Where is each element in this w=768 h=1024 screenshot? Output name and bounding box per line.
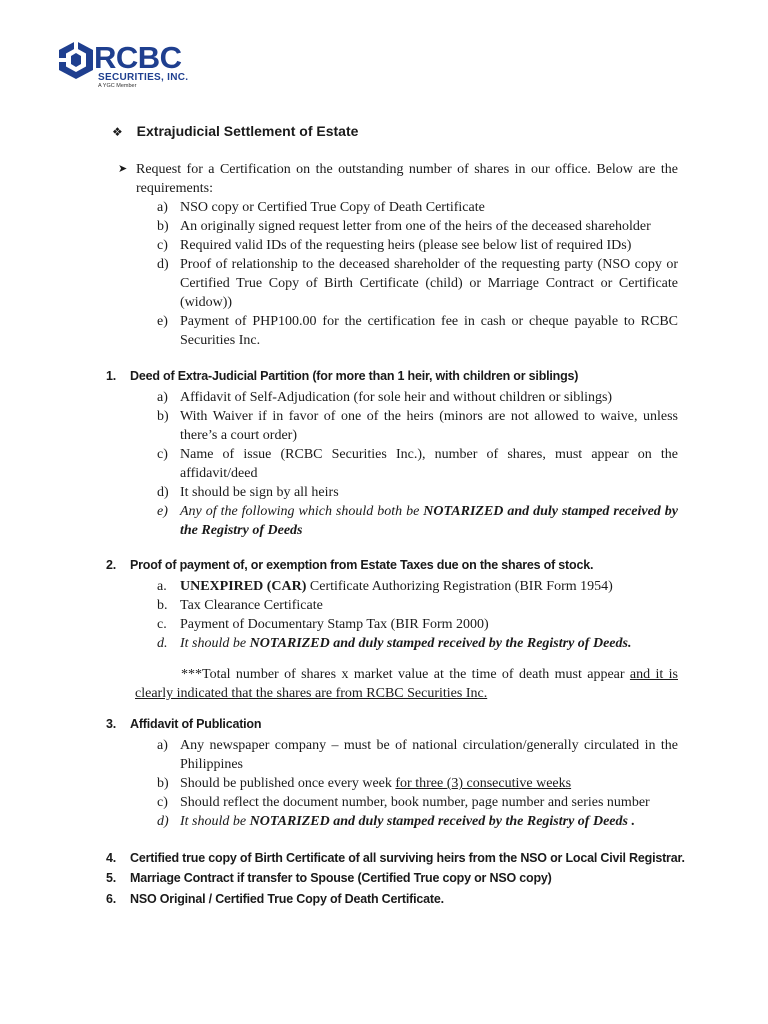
section-2-list [150, 577, 678, 653]
request-intro [118, 160, 678, 198]
section-4-heading: 4. Certified true copy of Birth Certificate of all surviving heirs from the NSO or Local Civil Registrar. [106, 851, 685, 865]
list-item: d) It should be NOTARIZED and duly stamped received by the Registry of Deeds . [157, 814, 635, 829]
page-title [112, 123, 358, 139]
section-3-list [150, 736, 678, 831]
company-logo [56, 40, 216, 92]
list-item: c) Required valid IDs of the requesting heirs (please see below list of required IDs) [157, 238, 632, 253]
list-item: b. Tax Clearance Certificate [157, 598, 323, 613]
list-item: d) It should be sign by all heirs [157, 485, 339, 500]
logo-subtitle: SECURITIES, INC. [98, 72, 189, 83]
shares-note: ***Total number of shares x market value at the time of death must appear and it is clearly indicated that the shares are from RCBC Securities Inc. [135, 667, 678, 701]
list-item: c) Name of issue (RCBC Securities Inc.), number of shares, must appear on the affidavit/deed [157, 447, 678, 481]
list-item: b) Should be published once every week for three (3) consecutive weeks [157, 776, 572, 791]
arrow-bullet-icon: ➤ [118, 163, 128, 175]
list-item: d. It should be NOTARIZED and duly stamped received by the Registry of Deeds. [157, 636, 632, 651]
logo-wordmark: RCBC [94, 40, 182, 75]
list-item: a) Affidavit of Self-Adjudication (for sole heir and without children or siblings) [157, 390, 613, 405]
section-3-heading: 3. Affidavit of Publication [106, 717, 262, 731]
list-item: e) Any of the following which should both be NOTARIZED and duly stamped received by the Registry of Deeds [157, 504, 678, 538]
section-6-heading: 6. NSO Original / Certified True Copy of Death Certificate. [106, 892, 444, 906]
list-item: e) Payment of PHP100.00 for the certification fee in cash or cheque payable to RCBC Securities Inc. [157, 314, 678, 348]
diamond-bullet-icon: ❖ [112, 125, 123, 139]
rcbc-logo-icon [56, 40, 96, 80]
section-1-heading: 1. Deed of Extra-Judicial Partition (for more than 1 heir, with children or siblings) [106, 369, 579, 383]
list-item: b) An originally signed request letter from one of the heirs of the deceased shareholder [157, 219, 651, 234]
logo-member-text: A YGC Member [98, 83, 137, 89]
list-item: c. Payment of Documentary Stamp Tax (BIR Form 2000) [157, 617, 489, 632]
list-item: a) Any newspaper company – must be of national circulation/generally circulated in the Philippines [157, 738, 678, 772]
request-intro-text: Request for a Certification on the outstanding number of shares in our office. Below are the requirements: [136, 162, 678, 196]
list-item: a. UNEXPIRED (CAR) Certificate Authorizing Registration (BIR Form 1954) [157, 579, 613, 594]
section-1-list [150, 388, 678, 540]
request-requirements-list [150, 198, 678, 350]
list-item: b) With Waiver if in favor of one of the heirs (minors are not allowed to waive, unless there’s a court order) [157, 409, 678, 443]
list-item: c) Should reflect the document number, book number, page number and series number [157, 795, 650, 810]
section-5-heading: 5. Marriage Contract if transfer to Spouse (Certified True copy or NSO copy) [106, 871, 552, 885]
page-title-text: Extrajudicial Settlement of Estate [136, 123, 359, 139]
section-2-heading: 2. Proof of payment of, or exemption from Estate Taxes due on the shares of stock. [106, 558, 594, 572]
list-item: a) NSO copy or Certified True Copy of Death Certificate [157, 200, 485, 215]
list-item: d) Proof of relationship to the deceased shareholder of the requesting party (NSO copy or Certified True Copy of Birth Certificate (child) or Marriage Contract or Certificate (widow)) [157, 257, 678, 310]
